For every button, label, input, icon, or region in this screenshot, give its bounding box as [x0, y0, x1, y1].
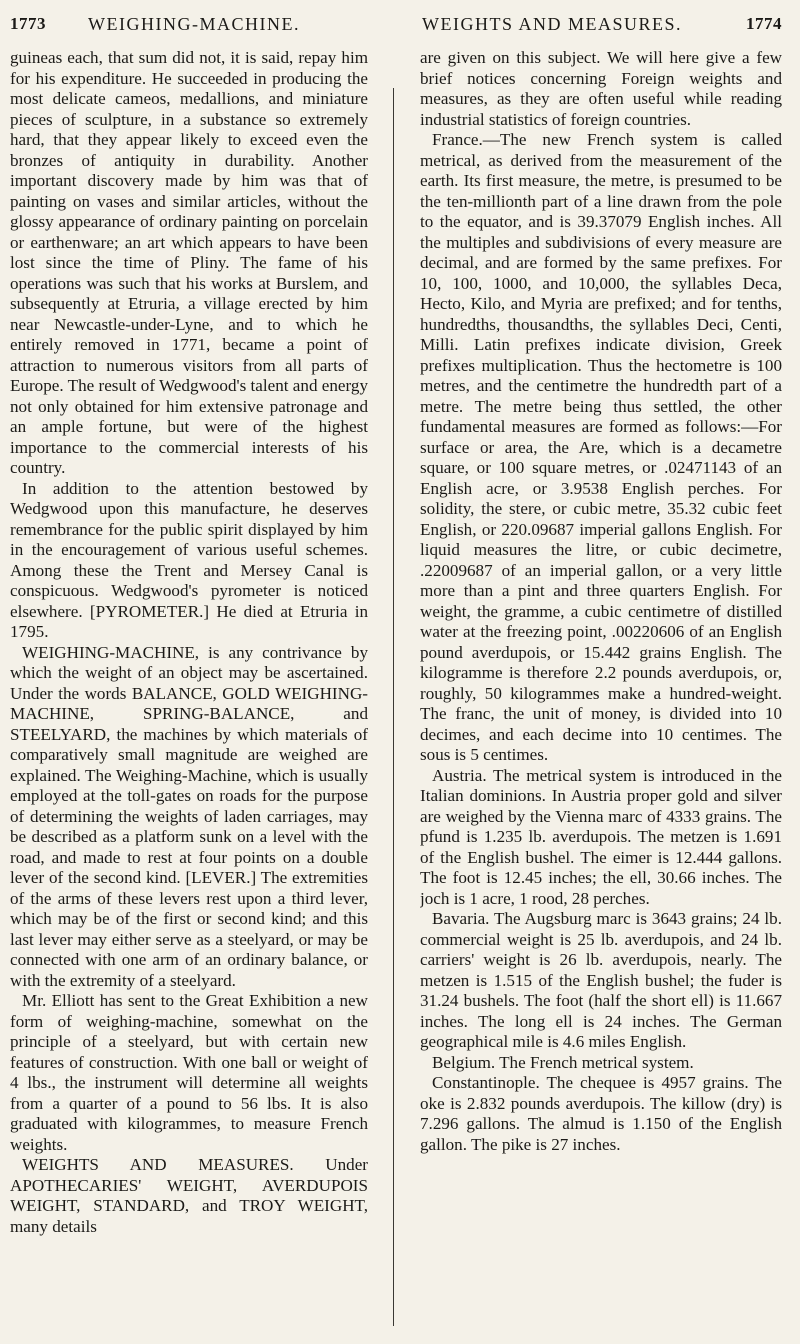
page-number-left: 1773: [10, 14, 46, 33]
paragraph-wedgwood-public-spirit: In addition to the attention bestowed by Wedgwood upon this manufacture, he deserves remembrance for the public spirit displayed by him in the encouragement of various useful schemes. Among these the Trent and Mersey Canal is conspicuous. Wedgwood's pyrometer is noticed elsewhere. [PYROMETER.] He died at Etruria in 1795.: [10, 478, 368, 641]
paragraph-constantinople: Constantinople. The chequee is 4957 grains. The oke is 2.832 pounds averdupois. The killow (dry) is 7.296 gallons. The almud is 1.150 of the English gallon. The pike is 27 inches.: [420, 1073, 782, 1154]
paragraph-weighing-machine: WEIGHING-MACHINE, is any contrivance by which the weight of an object may be ascertained. Under the words BALANCE, GOLD WEIGHING-MACHINE, SPRING-BALANCE, and STEELYARD, the machines by which materials of comparatively small magnitude are weighed are explained. The Weighing-Machine, which is usually employed at the toll-gates on roads for the purpose of determining the weights of laden carriages, may be described as a platform sunk on a level with the road, and made to rest at four points on a double lever of the second kind. [LEVER.] The extremities of the arms of these levers rest upon a third lever, which may be of the first or second kind; and this last lever may either serve as a steelyard, or may be connected with one arm of an ordinary balance, or with the extremity of a steelyard.: [10, 642, 368, 990]
paragraph-weights-and-measures: WEIGHTS AND MEASURES. Under APOTHECARIES' WEIGHT, AVERDUPOIS WEIGHT, STANDARD, and TROY WEIGHT, many details: [10, 1155, 368, 1236]
paragraph-elliott-machine: Mr. Elliott has sent to the Great Exhibition a new form of weighing-machine, somewhat on the principle of a steelyard, but with certain new features of construction. With one ball or weight of 4 lbs., the instrument will determine all weights from a quarter of a pound to 56 lbs. It is also graduated with kilogrammes, to measure French weights.: [10, 991, 368, 1154]
left-column: [10, 48, 368, 1328]
paragraph-france: France.—The new French system is called metrical, as derived from the measurement of the earth. Its first measure, the metre, is presumed to be the ten-millionth part of a line drawn from the pole to the equator, and is 39.37079 English inches. All the multiples and subdivisions of every measure are decimal, and are formed by the same prefixes. For 10, 100, 1000, and 10,000, the syllables Deca, Hecto, Kilo, and Myria are prefixed; and for tenths, hundredths, thousandths, the syllables Deci, Centi, Milli. Latin prefixes indicate division, Greek prefixes multiplication. Thus the hectometre is 100 metres, and the centimetre the hundredth part of a metre. The metre being thus settled, the other fundamental measures are formed as follows:—For surface or area, the Are, which is a decametre square, or 100 square metres, or .02471143 of an English acre, or 3.9538 English perches. For solidity, the stere, or cubic metre, 35.32 cubic feet English, or 220.09687 imperial gallons English. For liquid measures the litre, or cubic decimetre, .22009687 of an imperial gallon, or a very little more than a pint and three quarters English. For weight, the gramme, a cubic centimetre of distilled water at the freezing point, .00220606 of an English pound averdupois, or 15.442 grains English. The kilogramme is therefore 2.2 pounds averdupois, or, roughly, 50 kilogrammes make a hundred-weight. The franc, the unit of money, is divided into 10 decimes, and each decime into 10 centimes. The sous is 5 centimes.: [420, 130, 782, 764]
running-head-left: WEIGHING-MACHINE.: [88, 14, 300, 34]
paragraph-foreign-intro: are given on this subject. We will here give a few brief notices concerning Foreign weights and measures, as they are often useful while reading industrial statistics of foreign countries.: [420, 48, 782, 129]
paragraph-bavaria: Bavaria. The Augsburg marc is 3643 grains; 24 lb. commercial weight is 25 lb. averdupois, and 24 lb. carriers' weight is 26 lb. averdupois, nearly. The metzen is 1.515 of the English bushel; the fuder is 31.24 bushels. The foot (half the short ell) is 11.667 inches. The long ell is 24 inches. The German geographical mile is 4.6 miles English.: [420, 909, 782, 1051]
page-header: [0, 8, 800, 36]
paragraph-belgium: Belgium. The French metrical system.: [432, 1052, 694, 1072]
running-head-right: WEIGHTS AND MEASURES.: [422, 14, 683, 34]
page-number-right: 1774: [746, 14, 782, 33]
right-column: [420, 48, 782, 1328]
paragraph-austria: Austria. The metrical system is introduced in the Italian dominions. In Austria proper gold and silver are weighed by the Vienna marc of 4333 grains. The pfund is 1.235 lb. averdupois. The metzen is 1.691 of the English bushel. The eimer is 12.444 gallons. The foot is 12.45 inches; the ell, 30.66 inches. The joch is 1 acre, 1 rood, 28 perches.: [420, 765, 782, 908]
column-divider: [393, 88, 394, 1326]
paragraph-wedgwood-works: guineas each, that sum did not, it is said, repay him for his expenditure. He succeeded in producing the most delicate cameos, medallions, and miniature pieces of sculpture, in a substance so extremely hard, that they appear likely to exceed even the bronzes of antiquity in durability. Another important discovery made by him was that of painting on vases and similar articles, without the glossy appearance of ordinary painting on porcelain or earthenware; an art which appears to have been lost since the time of Pliny. The fame of his operations was such that his works at Burslem, and subsequently at Etruria, a village erected by him near Newcastle-under-Lyne, and to which he entirely removed in 1771, became a point of attraction to numerous visitors from all parts of Europe. The result of Wedgwood's talent and energy not only obtained for him extensive patronage and an ample fortune, but were of the highest importance to the commercial interests of his country.: [10, 48, 368, 477]
